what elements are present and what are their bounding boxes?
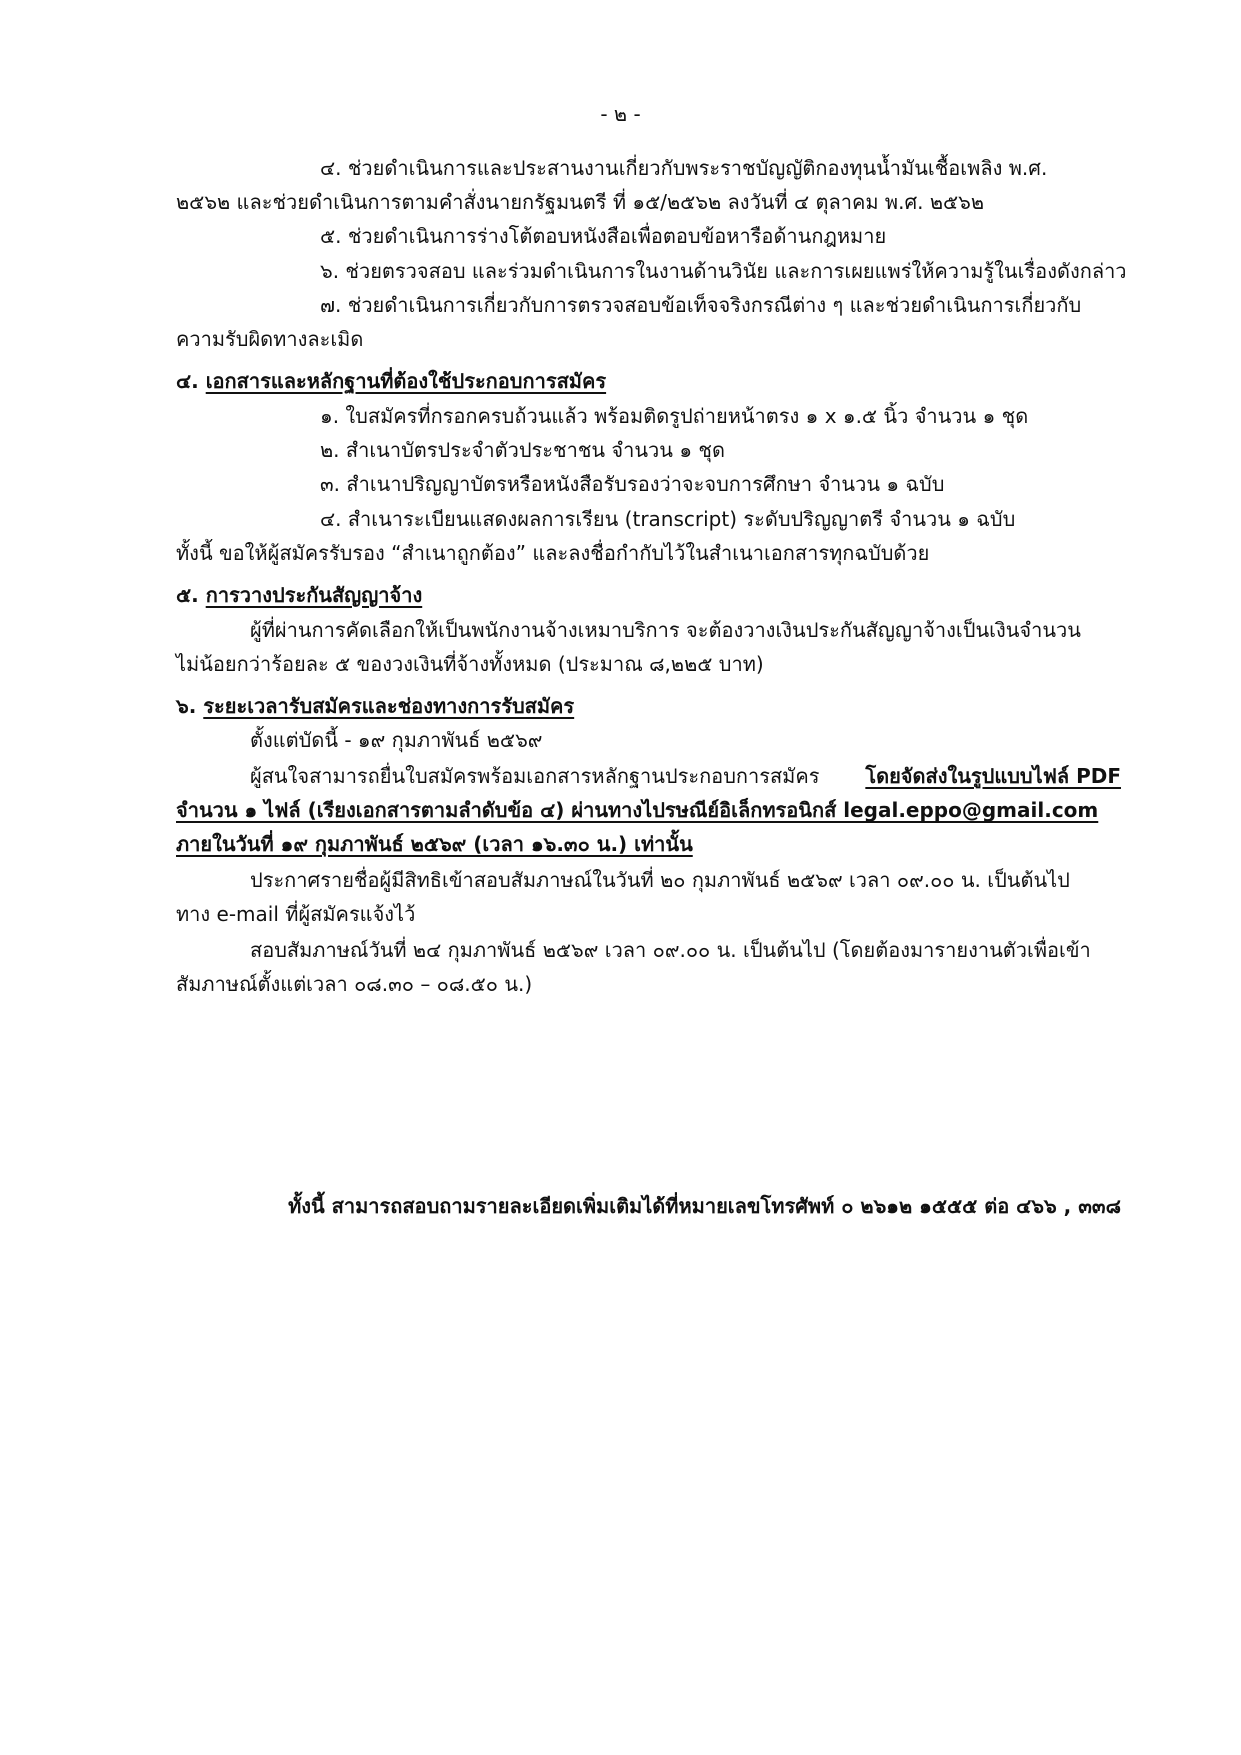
interview-line-1: สอบสัมภาษณ์วันที่ ๒๔ กุมภาพันธ์ ๒๕๖๙ เวลา ๐๙.๐๐ น. เป็นต้นไป (โดยต้องมารายงานตัวเพื่อเข้า bbox=[250, 938, 1091, 962]
section-4-number: ๔. bbox=[176, 369, 199, 393]
duty-item-5: ๕. ช่วยดำเนินการร่างโต้ตอบหนังสือเพื่อตอบข้อหารือด้านกฎหมาย bbox=[320, 224, 887, 248]
section-4-title: เอกสารและหลักฐานที่ต้องใช้ประกอบการสมัคร bbox=[205, 369, 607, 393]
duty-item-6: ๖. ช่วยตรวจสอบ และร่วมดำเนินการในงานด้านวินัย และการเผยแพร่ให้ความรู้ในเรื่องดังกล่าว bbox=[320, 259, 1127, 283]
section-4-note: ทั้งนี้ ขอให้ผู้สมัครรับรอง “สำเนาถูกต้อง” และลงชื่อกำกับไว้ในสำเนาเอกสารทุกฉบับด้วย bbox=[176, 541, 930, 565]
announcement-line-2: ทาง e-mail ที่ผู้สมัครแจ้งไว้ bbox=[176, 902, 416, 926]
section-5-line-2: ไม่น้อยกว่าร้อยละ ๕ ของวงเงินที่จ้างทั้งหมด (ประมาณ ๘,๒๒๕ บาท) bbox=[176, 652, 764, 676]
announcement-line-1: ประกาศรายชื่อผู้มีสิทธิเข้าสอบสัมภาษณ์ในวันที่ ๒๐ กุมภาพันธ์ ๒๕๖๙ เวลา ๐๙.๐๐ น. เป็นต้นไป bbox=[250, 868, 1070, 892]
section-5-title: การวางประกันสัญญาจ้าง bbox=[205, 583, 423, 607]
contact-information: ทั้งนี้ สามารถสอบถามรายละเอียดเพิ่มเติมได้ที่หมายเลขโทรศัพท์ ๐ ๒๖๑๒ ๑๕๕๕ ต่อ ๔๖๖ , ๓๓๘ bbox=[288, 1194, 1121, 1218]
section-6-heading bbox=[176, 692, 574, 720]
application-instruction: ผู้สนใจสามารถยื่นใบสมัครพร้อมเอกสารหลักฐานประกอบการสมัคร bbox=[250, 764, 820, 788]
application-email-line: จำนวน ๑ ไฟล์ (เรียงเอกสารตามลำดับข้อ ๔) ผ่านทางไปรษณีย์อิเล็กทรอนิกส์ legal.eppo@gmail.com bbox=[176, 798, 1099, 822]
page-number: - ๒ - bbox=[600, 102, 641, 126]
section-5-number: ๕. bbox=[176, 583, 199, 607]
section-6-number: ๖. bbox=[176, 694, 197, 718]
application-line-1 bbox=[250, 762, 1121, 790]
interview-line-2: สัมภาษณ์ตั้งแต่เวลา ๐๘.๓๐ – ๐๘.๕๐ น.) bbox=[176, 972, 533, 996]
duty-item-7-line-2: ความรับผิดทางละเมิด bbox=[176, 327, 364, 351]
document-item-2: ๒. สำเนาบัตรประจำตัวประชาชน จำนวน ๑ ชุด bbox=[320, 438, 725, 462]
section-5-line-1: ผู้ที่ผ่านการคัดเลือกให้เป็นพนักงานจ้างเหมาบริการ จะต้องวางเงินประกันสัญญาจ้างเป็นเงินจำนวน bbox=[250, 618, 1081, 642]
document-item-4: ๔. สำเนาระเบียนแสดงผลการเรียน (transcript) ระดับปริญญาตรี จำนวน ๑ ฉบับ bbox=[320, 507, 1016, 531]
application-format: โดยจัดส่งในรูปแบบไฟล์ PDF bbox=[865, 764, 1121, 788]
application-deadline: ภายในวันที่ ๑๙ กุมภาพันธ์ ๒๕๖๙ (เวลา ๑๖.๓๐ น.) เท่านั้น bbox=[176, 832, 693, 856]
application-period: ตั้งแต่บัดนี้ - ๑๙ กุมภาพันธ์ ๒๕๖๙ bbox=[250, 728, 543, 752]
document-item-3: ๓. สำเนาปริญญาบัตรหรือหนังสือรับรองว่าจะจบการศึกษา จำนวน ๑ ฉบับ bbox=[320, 472, 945, 496]
duty-item-4-line-1: ๔. ช่วยดำเนินการและประสานงานเกี่ยวกับพระราชบัญญัติกองทุนน้ำมันเชื้อเพลิง พ.ศ. bbox=[320, 156, 1048, 180]
duty-item-4-line-2: ๒๕๖๒ และช่วยดำเนินการตามคำสั่งนายกรัฐมนตรี ที่ ๑๕/๒๕๖๒ ลงวันที่ ๔ ตุลาคม พ.ศ. ๒๕๖๒ bbox=[176, 190, 985, 214]
duty-item-7-line-1: ๗. ช่วยดำเนินการเกี่ยวกับการตรวจสอบข้อเท็จจริงกรณีต่าง ๆ และช่วยดำเนินการเกี่ยวกับ bbox=[320, 293, 1082, 317]
section-5-heading bbox=[176, 581, 422, 609]
document-item-1: ๑. ใบสมัครที่กรอกครบถ้วนแล้ว พร้อมติดรูปถ่ายหน้าตรง ๑ x ๑.๕ นิ้ว จำนวน ๑ ชุด bbox=[320, 404, 1029, 428]
section-4-heading bbox=[176, 367, 606, 395]
section-6-title: ระยะเวลารับสมัครและช่องทางการรับสมัคร bbox=[203, 694, 575, 718]
